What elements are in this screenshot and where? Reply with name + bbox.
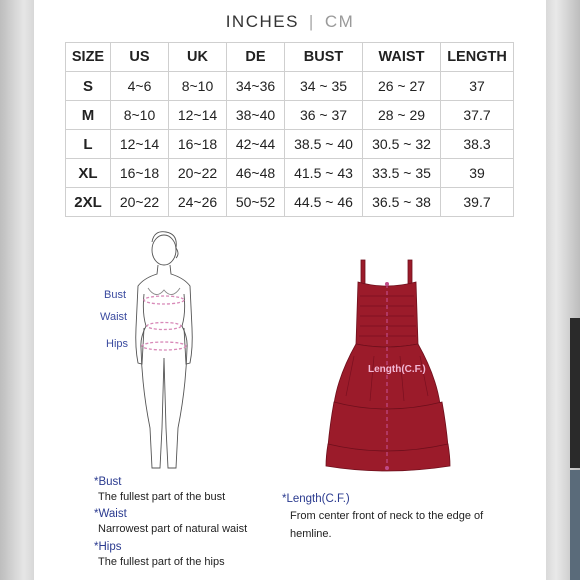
table-cell: 39.7 bbox=[441, 188, 514, 217]
table-cell: 39 bbox=[441, 159, 514, 188]
table-cell: 41.5 ~ 43 bbox=[285, 159, 363, 188]
table-cell: 30.5 ~ 32 bbox=[363, 130, 441, 159]
table-cell: 33.5 ~ 35 bbox=[363, 159, 441, 188]
table-cell: 50~52 bbox=[227, 188, 285, 217]
legend-waist-desc: Narrowest part of natural waist bbox=[98, 523, 248, 535]
legend-bust-title: *Bust bbox=[94, 476, 122, 488]
hips-label: Hips bbox=[106, 338, 129, 350]
table-cell: 20~22 bbox=[169, 159, 227, 188]
background-right-dark bbox=[570, 318, 580, 468]
body-measurement-figure bbox=[124, 228, 204, 478]
table-cell: 20~22 bbox=[111, 188, 169, 217]
header-waist: WAIST bbox=[363, 43, 441, 72]
legend-hips-key bbox=[94, 541, 121, 553]
table-row bbox=[66, 159, 514, 188]
legend-hips-desc: The fullest part of the hips bbox=[98, 556, 225, 568]
table-cell: 44.5 ~ 46 bbox=[285, 188, 363, 217]
background-right-dark-2 bbox=[570, 470, 580, 580]
table-cell: L bbox=[66, 130, 111, 159]
table-cell: 2XL bbox=[66, 188, 111, 217]
table-cell: 37 bbox=[441, 72, 514, 101]
header-size: SIZE bbox=[66, 43, 111, 72]
table-cell: 24~26 bbox=[169, 188, 227, 217]
table-cell: XL bbox=[66, 159, 111, 188]
unit-separator: | bbox=[308, 12, 315, 31]
legend-length-title: *Length(C.F.) bbox=[282, 493, 350, 505]
table-cell: 38~40 bbox=[227, 101, 285, 130]
size-chart-card bbox=[34, 0, 546, 580]
unit-cm-option[interactable]: CM bbox=[324, 12, 355, 31]
table-cell: 12~14 bbox=[169, 101, 227, 130]
table-cell: 36.5 ~ 38 bbox=[363, 188, 441, 217]
table-cell: 34 ~ 35 bbox=[285, 72, 363, 101]
legend-length-key bbox=[282, 493, 350, 505]
table-cell: 42~44 bbox=[227, 130, 285, 159]
legend-bust-key bbox=[94, 476, 122, 488]
legend-hips-title: *Hips bbox=[94, 541, 122, 553]
table-cell: 8~10 bbox=[169, 72, 227, 101]
header-de: DE bbox=[227, 43, 285, 72]
header-uk: UK bbox=[169, 43, 227, 72]
table-cell: 12~14 bbox=[111, 130, 169, 159]
table-cell: 4~6 bbox=[111, 72, 169, 101]
legend-waist-key bbox=[94, 508, 127, 520]
table-row bbox=[66, 130, 514, 159]
table-cell: 46~48 bbox=[227, 159, 285, 188]
table-cell: 38.3 bbox=[441, 130, 514, 159]
table-cell: 16~18 bbox=[111, 159, 169, 188]
table-row bbox=[66, 101, 514, 130]
table-header-row bbox=[66, 43, 514, 72]
legend-length-desc-2: hemline. bbox=[290, 528, 332, 540]
table-cell: 16~18 bbox=[169, 130, 227, 159]
table-cell: 36 ~ 37 bbox=[285, 101, 363, 130]
unit-inches-option[interactable]: INCHES bbox=[225, 12, 299, 31]
legend-waist-title: *Waist bbox=[94, 508, 127, 520]
dress-length-label: Length(C.F.) bbox=[368, 364, 426, 375]
table-cell: 37.7 bbox=[441, 101, 514, 130]
table-cell: 8~10 bbox=[111, 101, 169, 130]
table-cell: 26 ~ 27 bbox=[363, 72, 441, 101]
table-row bbox=[66, 188, 514, 217]
header-length: LENGTH bbox=[441, 43, 514, 72]
size-table bbox=[65, 42, 514, 217]
unit-toggle bbox=[34, 12, 546, 32]
bust-label: Bust bbox=[104, 289, 127, 301]
table-cell: 38.5 ~ 40 bbox=[285, 130, 363, 159]
waist-label: Waist bbox=[100, 311, 128, 323]
header-us: US bbox=[111, 43, 169, 72]
header-bust: BUST bbox=[285, 43, 363, 72]
legend-length-desc-1: From center front of neck to the edge of bbox=[290, 510, 484, 522]
legend-bust-desc: The fullest part of the bust bbox=[98, 491, 226, 503]
table-cell: 28 ~ 29 bbox=[363, 101, 441, 130]
table-row bbox=[66, 72, 514, 101]
table-cell: S bbox=[66, 72, 111, 101]
table-cell: M bbox=[66, 101, 111, 130]
table-cell: 34~36 bbox=[227, 72, 285, 101]
